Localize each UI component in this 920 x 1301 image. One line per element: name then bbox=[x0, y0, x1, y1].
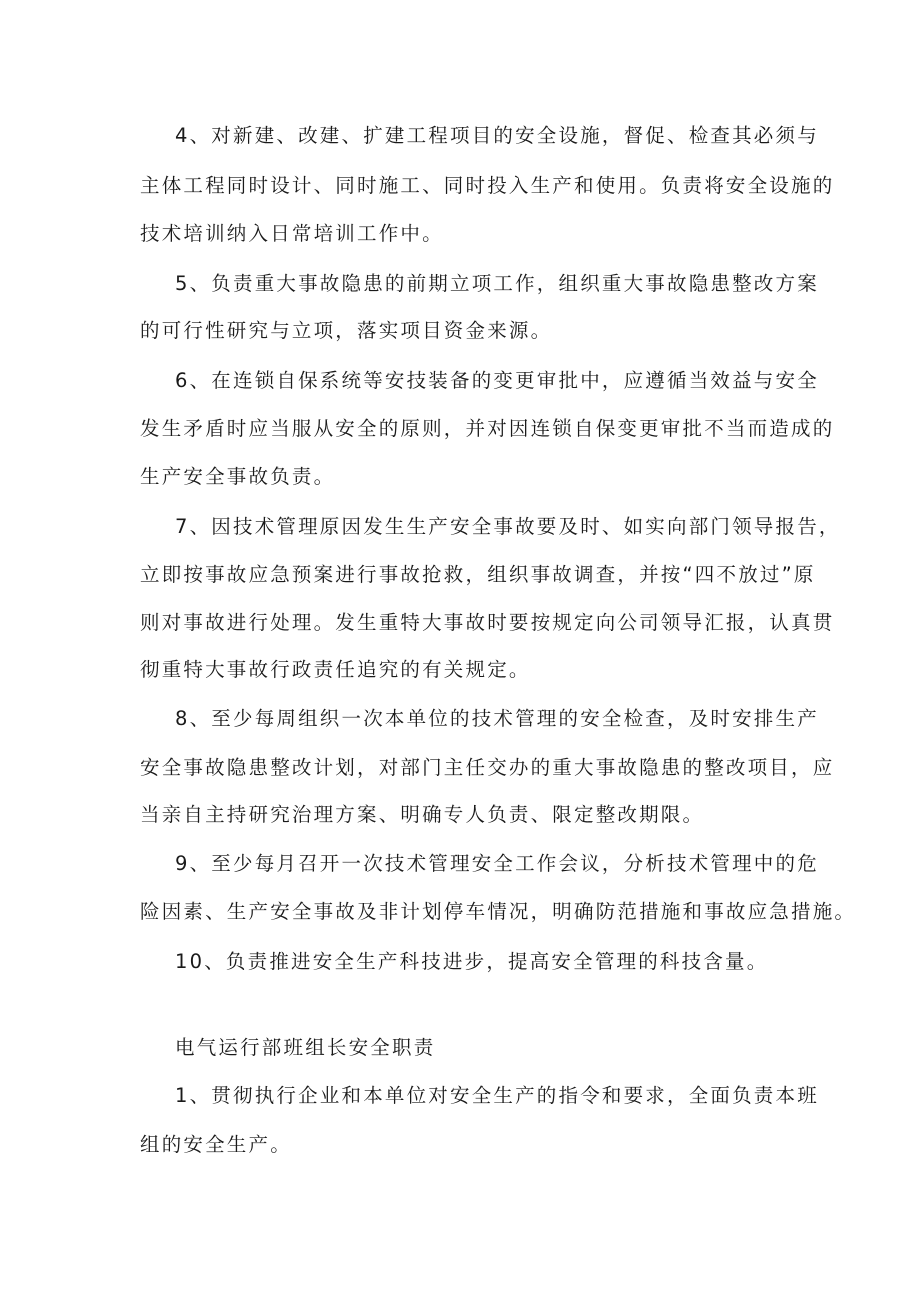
paragraph-4-line-1: 4、对新建、改建、扩建工程项目的安全设施，督促、检查其必须与 bbox=[175, 124, 819, 147]
paragraph-8-line-2: 安全事故隐患整改计划，对部门主任交办的重大事故隐患的整改项目，应 bbox=[140, 756, 835, 779]
paragraph-6-line-1: 6、在连锁自保系统等安技装备的变更审批中，应遵循当效益与安全 bbox=[175, 369, 819, 392]
paragraph-4-line-2: 主体工程同时设计、同时施工、同时投入生产和使用。负责将安全设施的 bbox=[140, 174, 835, 197]
paragraph-10-line-1: 10、负责推进安全生产科技进步，提高安全管理的科技含量。 bbox=[175, 950, 769, 973]
section-heading: 电气运行部班组长安全职责 bbox=[175, 1036, 436, 1059]
paragraph-5-line-1: 5、负责重大事故隐患的前期立项工作，组织重大事故隐患整改方案 bbox=[175, 272, 819, 295]
paragraph-6-line-2: 发生矛盾时应当服从安全的原则，并对因连锁自保变更审批不当而造成的 bbox=[140, 417, 835, 440]
paragraph-8-line-1: 8、至少每周组织一次本单位的技术管理的安全检查，及时安排生产 bbox=[175, 707, 819, 730]
paragraph-5-line-2: 的可行性研究与立项，落实项目资金来源。 bbox=[140, 319, 553, 342]
paragraph-9-line-2: 险因素、生产安全事故及非计划停车情况，明确防范措施和事故应急措施。 bbox=[140, 900, 857, 923]
paragraph-9-line-1: 9、至少每月召开一次技术管理安全工作会议，分析技术管理中的危 bbox=[175, 852, 819, 875]
paragraph-4-line-3: 技术培训纳入日常培训工作中。 bbox=[140, 222, 444, 245]
paragraph-7-line-4: 彻重特大事故行政责任追究的有关规定。 bbox=[140, 658, 531, 681]
paragraph-6-line-3: 生产安全事故负责。 bbox=[140, 465, 336, 488]
paragraph-8-line-3: 当亲自主持研究治理方案、明确专人负责、限定整改期限。 bbox=[140, 803, 705, 826]
paragraph-7-line-2: 立即按事故应急预案进行事故抢救，组织事故调查，并按“四不放过”原 bbox=[140, 563, 816, 586]
paragraph-7-line-3: 则对事故进行处理。发生重特大事故时要按规定向公司领导汇报，认真贯 bbox=[140, 611, 835, 634]
section-paragraph-1-line-1: 1、贯彻执行企业和本单位对安全生产的指令和要求，全面负责本班 bbox=[175, 1084, 819, 1107]
paragraph-7-line-1: 7、因技术管理原因发生生产安全事故要及时、如实向部门领导报告， bbox=[175, 515, 841, 538]
section-paragraph-1-line-2: 组的安全生产。 bbox=[140, 1133, 292, 1156]
